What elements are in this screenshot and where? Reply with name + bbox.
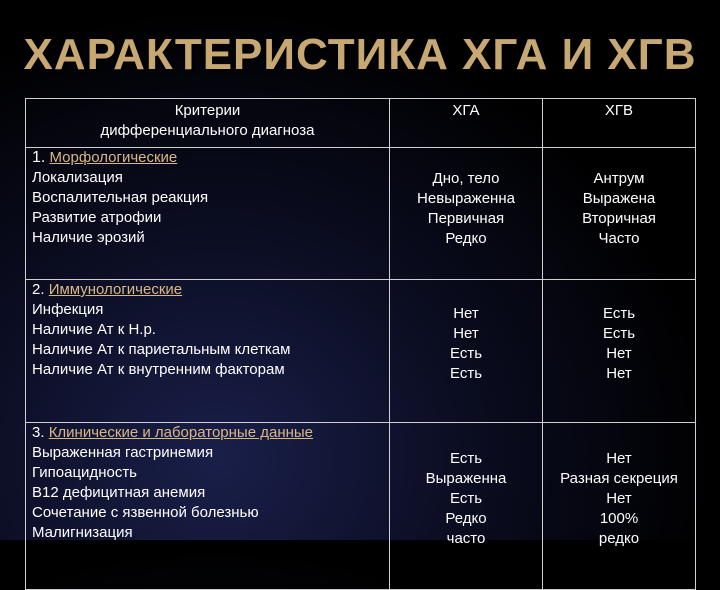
hgv-value: Разная секреция xyxy=(560,470,678,487)
section-heading xyxy=(32,280,383,300)
hgv-cell xyxy=(543,423,696,590)
hgv-value: Есть xyxy=(602,325,636,342)
header-criteria-line1: Критерии xyxy=(174,102,241,119)
table-row-immunological xyxy=(26,280,696,423)
criteria-item: Инфекция xyxy=(32,301,104,318)
hga-value: Нет xyxy=(453,325,479,342)
criteria-cell xyxy=(26,423,390,590)
hga-value: Есть xyxy=(449,450,483,467)
hga-value: Дно, тело xyxy=(432,170,500,187)
hgv-value: Вторичная xyxy=(582,210,656,227)
criteria-cell xyxy=(26,280,390,423)
hgv-value: Нет xyxy=(606,450,632,467)
header-hga: ХГА xyxy=(390,99,543,148)
hgv-value: Антрум xyxy=(593,170,645,187)
section-number: 2. xyxy=(32,281,45,298)
hga-value: Выраженна xyxy=(425,470,507,487)
section-heading xyxy=(32,423,383,443)
criteria-item: В12 дефицитная анемия xyxy=(32,484,206,501)
hga-cell xyxy=(390,423,543,590)
hgv-cell xyxy=(543,280,696,423)
criteria-item: Сочетание с язвенной болезнью xyxy=(32,504,259,521)
slide-title: ХАРАКТЕРИСТИКА ХГА И ХГВ xyxy=(23,30,697,79)
hga-value: Невыраженна xyxy=(417,190,515,207)
hgv-value: Нет xyxy=(606,490,632,507)
header-hgv: ХГВ xyxy=(543,99,696,148)
hga-cell xyxy=(390,148,543,280)
hgv-cell xyxy=(543,148,696,280)
section-link[interactable]: Иммунологические xyxy=(48,281,183,298)
hga-value: Есть xyxy=(449,490,483,507)
criteria-item: Воспалительная реакция xyxy=(32,189,209,206)
criteria-item: Наличие Ат к париетальным клеткам xyxy=(32,341,291,358)
criteria-item: Развитие атрофии xyxy=(32,209,162,226)
table-header-row xyxy=(26,99,696,148)
criteria-item: Выраженная гастринемия xyxy=(32,444,214,461)
comparison-table xyxy=(25,98,696,590)
hga-value: Первичная xyxy=(427,210,505,227)
table-row-clinical xyxy=(26,423,696,590)
hga-value: часто xyxy=(446,530,486,547)
criteria-item: Наличие Ат к H.p. xyxy=(32,321,156,338)
hga-value: Есть xyxy=(449,365,483,382)
hga-value: Нет xyxy=(453,305,479,322)
hgv-value: Нет xyxy=(606,365,632,382)
section-number: 1. xyxy=(32,149,46,166)
table-row-morphological xyxy=(26,148,696,280)
hga-value: Редко xyxy=(445,230,487,247)
hgv-value: Выражена xyxy=(582,190,656,207)
hga-value: Редко xyxy=(445,510,487,527)
criteria-item: Наличие Ат к внутренним факторам xyxy=(32,361,285,378)
hgv-value: редко xyxy=(598,530,640,547)
section-heading xyxy=(32,148,383,168)
criteria-item: Локализация xyxy=(32,169,123,186)
criteria-cell xyxy=(26,148,390,280)
hgv-value: Часто xyxy=(598,230,640,247)
section-link[interactable]: Морфологические xyxy=(49,149,178,166)
section-number: 3. xyxy=(32,424,45,441)
hga-cell xyxy=(390,280,543,423)
criteria-item: Гипоацидность xyxy=(32,464,137,481)
hgv-value: Есть xyxy=(602,305,636,322)
header-criteria xyxy=(26,99,390,148)
criteria-item: Наличие эрозий xyxy=(32,229,145,246)
criteria-item: Малигнизация xyxy=(32,524,133,541)
hgv-value: 100% xyxy=(599,510,639,527)
hga-value: Есть xyxy=(449,345,483,362)
hgv-value: Нет xyxy=(606,345,632,362)
section-link[interactable]: Клинические и лабораторные данные xyxy=(48,424,314,441)
header-criteria-line2: дифференциального диагноза xyxy=(100,122,315,139)
